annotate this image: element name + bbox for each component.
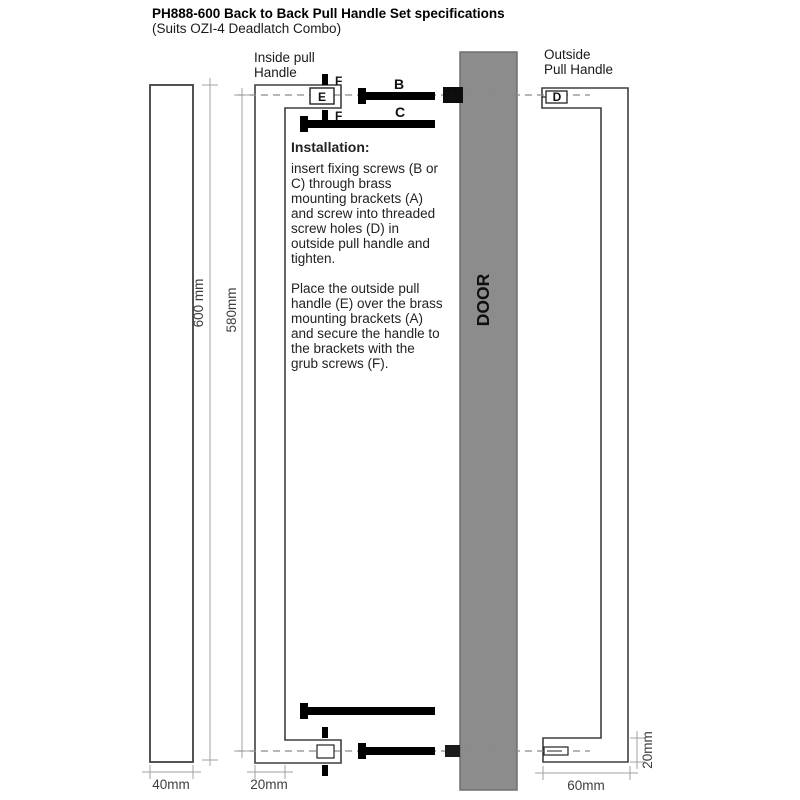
installation-instructions (291, 140, 443, 386)
label-hole-d: D (552, 90, 562, 104)
screw-b-bottom-head (358, 743, 366, 759)
screw-b-top-shaft (366, 92, 435, 100)
screw-c-bottom-head (300, 703, 308, 719)
label-grub-screw-f-lower: F (335, 109, 343, 123)
dim-label-580mm: 580mm (224, 287, 239, 333)
inside-handle-front-view (150, 85, 193, 762)
label-grub-screw-f-upper: F (335, 74, 343, 88)
inside-handle-label (254, 50, 315, 80)
screw-c-top-head (300, 116, 308, 132)
label-handle-e: E (317, 90, 327, 104)
bracket-a-bottom (445, 745, 460, 757)
page-title: PH888-600 Back to Back Pull Handle Set specifications (152, 6, 505, 21)
page-subtitle: (Suits OZI-4 Deadlatch Combo) (152, 21, 342, 36)
door-panel (460, 52, 517, 790)
grub-screw-top-upper (322, 74, 328, 85)
dim-label-20mm: 20mm (250, 777, 288, 792)
dim-label-20mm-right: 20mm (640, 731, 655, 769)
outside-handle-side-view (542, 88, 628, 762)
grub-screw-bottom-lower (322, 765, 328, 776)
outside-handle-label (544, 47, 613, 77)
installation-heading: Installation: (291, 139, 370, 155)
outside-handle-label-line1: Outside (544, 47, 591, 62)
dim-label-60mm: 60mm (567, 778, 605, 793)
dim-label-40mm: 40mm (152, 777, 190, 792)
inside-handle-label-line2: Handle (254, 65, 297, 80)
label-screw-b: B (393, 76, 405, 92)
inside-handle-label-line1: Inside pull (254, 50, 315, 65)
grub-screw-top-lower (322, 110, 328, 121)
handle-boss-e-bottom (317, 745, 334, 758)
screw-c-top-shaft (308, 120, 435, 128)
dim-label-600mm: 600 mm (191, 278, 206, 328)
grub-screw-bottom-upper (322, 727, 328, 738)
outside-handle-label-line2: Pull Handle (544, 62, 614, 77)
screw-c-bottom-shaft (308, 707, 435, 715)
door-label: DOOR (473, 273, 493, 327)
label-screw-c: C (394, 104, 406, 120)
installation-paragraph-1: insert fixing screws (B or C) through brass mounting brackets (A) and screw into threaded screw holes (D) in outside pull handle and tighten. (291, 161, 439, 266)
installation-paragraph-2: Place the outside pull handle (E) over the brass mounting brackets (A) and secure the handle to the brackets with the grub screws (F). (291, 281, 443, 371)
screw-b-bottom-shaft (366, 747, 435, 755)
label-bracket-a: A (448, 89, 458, 103)
screw-b-top-head (358, 88, 366, 104)
